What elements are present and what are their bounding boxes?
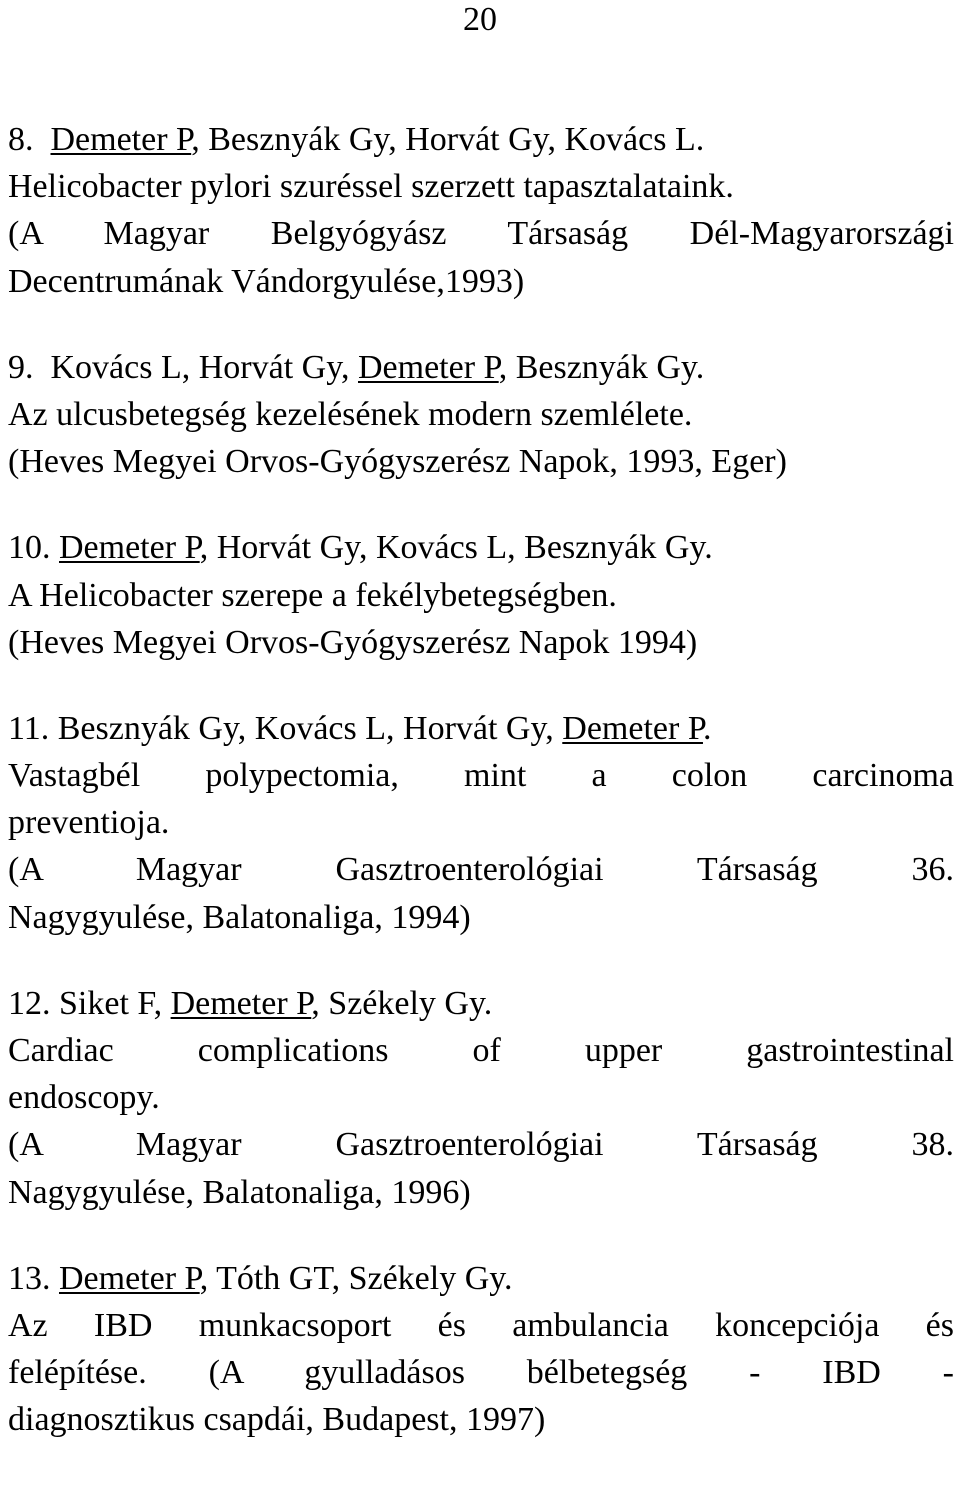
entry-author-line [8, 1255, 954, 1302]
authors-post: . [702, 709, 712, 747]
entry-number: 8. [8, 121, 34, 158]
author-highlight: Demeter P [59, 529, 200, 567]
authors-post: , Tóth GT, Székely Gy. [199, 1259, 513, 1297]
entry-venue-line: Nagygyulése, Balatonaliga, 1994) [8, 898, 471, 936]
author-highlight: Demeter P [59, 1259, 200, 1297]
entry-author-line [8, 524, 954, 571]
entry-venue-line: (A Magyar Belgyógyász Társaság Dél-Magyarországi [8, 215, 954, 253]
entry-venue-line: diagnosztikus csapdái, Budapest, 1997) [8, 1401, 546, 1439]
authors-post: , Székely Gy. [311, 984, 493, 1022]
publication-entry [8, 980, 954, 1216]
entry-venue-line: Decentrumának Vándorgyulése,1993) [8, 262, 525, 300]
authors-post: , Horvát Gy, Kovács L, Besznyák Gy. [199, 529, 713, 567]
publication-list [8, 116, 954, 1483]
entry-number: 9. [8, 348, 34, 386]
publication-entry [8, 116, 954, 305]
entry-author-line [8, 705, 954, 752]
entry-number: 13. [8, 1259, 51, 1297]
entry-venue-line: Nagygyulése, Balatonaliga, 1996) [8, 1173, 471, 1211]
authors-pre: Siket F, [59, 984, 171, 1022]
publication-entry [8, 524, 954, 666]
entry-title-line: endoscopy. [8, 1079, 160, 1117]
entry-number: 11. [8, 709, 50, 747]
entry-venue-line: (Heves Megyei Orvos-Gyógyszerész Napok 1994) [8, 623, 698, 661]
entry-title-line: A Helicobacter szerepe a fekélybetegségben. [8, 576, 617, 614]
entry-venue-line: (A Magyar Gasztroenterológiai Társaság 36. [8, 851, 954, 889]
publication-entry [8, 705, 954, 941]
author-highlight: Demeter P [562, 709, 703, 747]
author-highlight: Demeter P [170, 984, 312, 1022]
author-highlight: Demeter P [358, 348, 499, 386]
entry-title-line: Helicobacter pylori szuréssel szerzett tapasztalataink. [8, 168, 734, 206]
authors-post: , Besznyák Gy. [498, 348, 705, 386]
page-number: 20 [463, 1, 497, 38]
entry-author-line [8, 980, 954, 1027]
publication-entry [8, 1255, 954, 1444]
author-highlight: Demeter P [50, 121, 192, 158]
entry-title-line: preventioja. [8, 804, 170, 842]
entry-venue-line: (Heves Megyei Orvos-Gyógyszerész Napok, 1993, Eger) [8, 443, 787, 481]
authors-pre: Kovács L, Horvát Gy, [50, 348, 358, 386]
authors-post: , Besznyák Gy, Horvát Gy, Kovács L. [191, 121, 705, 158]
entry-author-line [8, 344, 954, 391]
entry-number: 12. [8, 984, 51, 1022]
entry-title-line: Vastagbél polypectomia, mint a colon carcinoma [8, 757, 954, 795]
publication-entry [8, 344, 954, 486]
entry-venue-line: (A Magyar Gasztroenterológiai Társaság 38. [8, 1126, 954, 1164]
entry-number: 10. [8, 529, 51, 567]
entry-title-line: Az IBD munkacsoport és ambulancia koncepciója és [8, 1306, 954, 1344]
authors-pre: Besznyák Gy, Kovács L, Horvát Gy, [57, 709, 563, 747]
entry-title-line: Az ulcusbetegség kezelésének modern szemlélete. [8, 395, 693, 433]
entry-title-line: Cardiac complications of upper gastrointestinal [8, 1032, 954, 1069]
entry-author-line [8, 116, 954, 163]
entry-title-line: felépítése. (A gyulladásos bélbetegség - IBD - [8, 1354, 954, 1392]
